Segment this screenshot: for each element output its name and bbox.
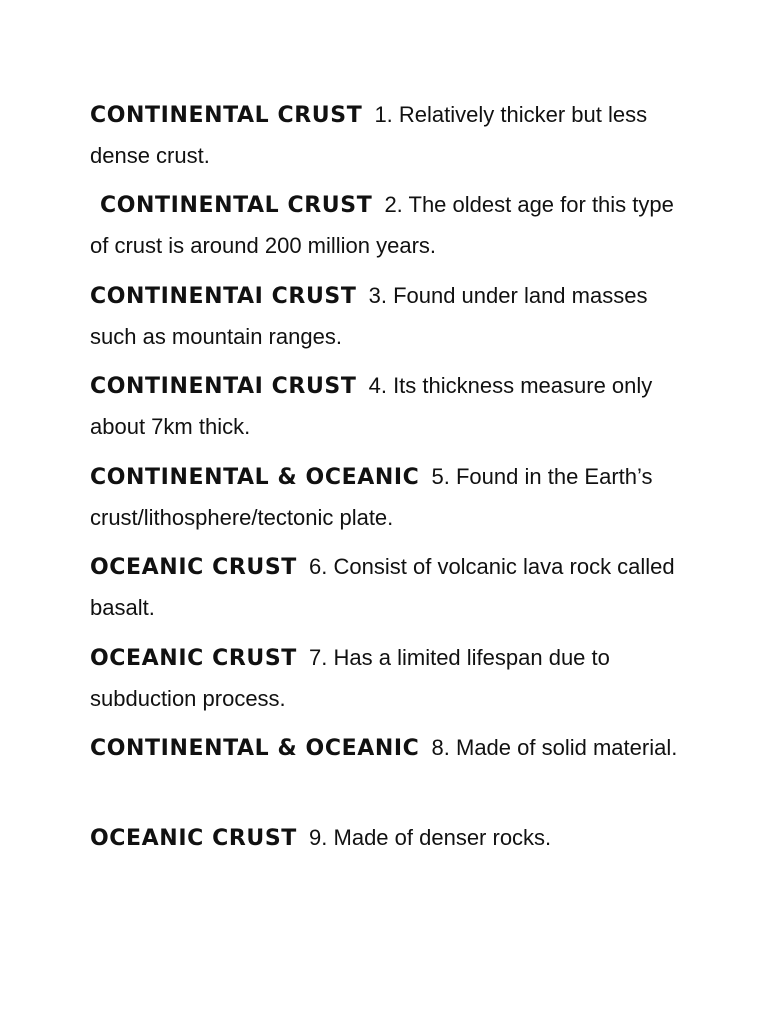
list-item (90, 95, 690, 176)
statement-text: 9. Made of denser rocks. (309, 825, 552, 850)
statement-text: 4. Its thickness measure only about 7km thick. (90, 373, 653, 439)
answer-label: OCEANIC CRUST (90, 646, 297, 671)
list-item (90, 547, 690, 628)
answer-label: CONTINENTAL & OCEANIC (90, 736, 420, 761)
list-item (90, 728, 690, 769)
list-item (90, 818, 690, 859)
answer-label: CONTINENTAL CRUST (100, 193, 373, 218)
statement-text: 3. Found under land masses such as mountain ranges. (90, 283, 648, 349)
list-item (90, 276, 690, 357)
statement-text: 8. Made of solid material. (431, 735, 678, 760)
list-item (90, 638, 690, 719)
answer-label: CONTINENTAI CRUST (90, 284, 357, 309)
answer-label: OCEANIC CRUST (90, 555, 297, 580)
answer-label: CONTINENTAL CRUST (90, 103, 363, 128)
statement-text: 5. Found in the Earth’s crust/lithosphere/tectonic plate. (90, 464, 653, 530)
list-item (90, 457, 690, 538)
answer-label: CONTINENTAI CRUST (90, 374, 357, 399)
statement-text: 2. The oldest age for this type of crust is around 200 million years. (90, 192, 674, 258)
list-item (90, 366, 690, 447)
statement-text: 6. Consist of volcanic lava rock called basalt. (90, 554, 675, 620)
answer-label: CONTINENTAL & OCEANIC (90, 465, 420, 490)
statement-text: 1. Relatively thicker but less dense crust. (90, 102, 648, 168)
list-item (90, 185, 690, 266)
statement-text: 7. Has a limited lifespan due to subduction process. (90, 645, 610, 711)
answer-label: OCEANIC CRUST (90, 826, 297, 851)
